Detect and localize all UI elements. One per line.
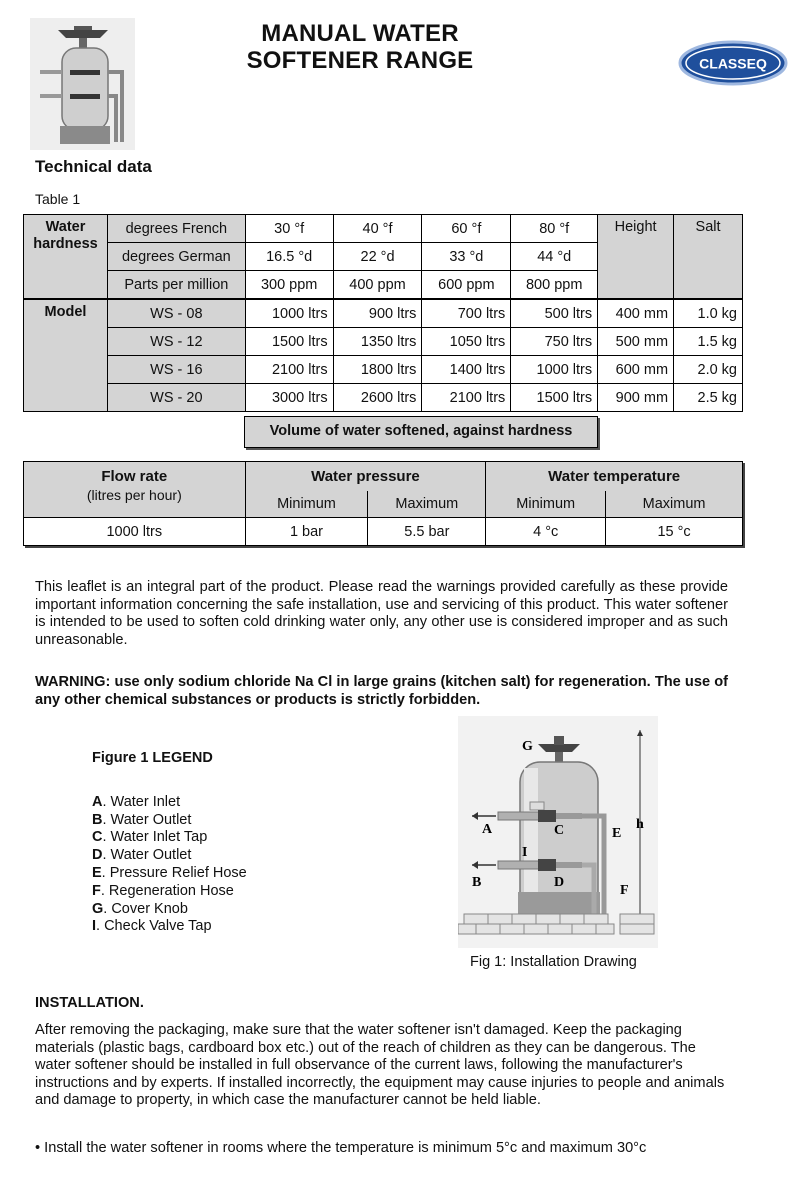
legend-key: A — [92, 793, 103, 810]
installation-bullet: • Install the water softener in rooms where the temperature is minimum 5°c and maximum 30°c — [35, 1140, 647, 1156]
pressure-max-value: 5.5 bar — [368, 518, 486, 546]
volume-cell: 3000 ltrs — [245, 384, 333, 412]
flow-rate-unit: (litres per hour) — [86, 487, 182, 503]
legend-item — [92, 883, 247, 901]
water-hardness-label: Water hardness — [24, 215, 108, 300]
height-cell: 900 mm — [598, 384, 674, 412]
fig-label-i: I — [522, 845, 528, 860]
height-cell: 500 mm — [598, 328, 674, 356]
volume-cell: 1500 ltrs — [245, 328, 333, 356]
volume-cell: 2600 ltrs — [333, 384, 422, 412]
legend-text: . Water Inlet Tap — [102, 829, 208, 846]
hardness-value: 44 °d — [511, 243, 598, 271]
fig-label-c: C — [554, 823, 565, 838]
temperature-maximum-header: Maximum — [606, 491, 743, 518]
fig-label-g: G — [522, 739, 533, 754]
volume-cell: 700 ltrs — [422, 299, 511, 328]
hardness-value: 16.5 °d — [245, 243, 333, 271]
technical-data-table — [23, 214, 743, 412]
hardness-value: 40 °f — [333, 215, 422, 243]
legend-item — [92, 829, 247, 847]
hardness-value: 80 °f — [511, 215, 598, 243]
legend-key: E — [92, 864, 102, 881]
height-header: Height — [598, 215, 674, 300]
volume-caption: Volume of water softened, against hardness — [244, 416, 598, 448]
warning-paragraph: WARNING: use only sodium chloride Na Cl in large grains (kitchen salt) for regeneration. The use of any other chemical substances or products is strictly forbidden. — [35, 674, 728, 708]
installation-paragraph: After removing the packaging, make sure that the water softener isn't damaged. Keep the packaging materials (plastic bags, cardboard box etc.) out of the reach of children as they can be dangerous. The water softener should be installed in full observance of the current laws, following the manufacturer's instructions and by experts. If installed incorrectly, the equipment may cause injuries to people and animals and damage to property, in which case the manufacturer cannot be held liable. — [35, 1022, 725, 1109]
volume-cell: 1000 ltrs — [245, 299, 333, 328]
volume-cell: 900 ltrs — [333, 299, 422, 328]
flow-value: 1000 ltrs — [24, 518, 246, 546]
flow-rate-header — [24, 462, 246, 518]
volume-cell: 1350 ltrs — [333, 328, 422, 356]
product-thumbnail — [30, 18, 135, 150]
height-cell: 400 mm — [598, 299, 674, 328]
pressure-maximum-header: Maximum — [368, 491, 486, 518]
hardness-value: 22 °d — [333, 243, 422, 271]
volume-cell: 1000 ltrs — [511, 356, 598, 384]
water-temperature-header: Water temperature — [486, 462, 743, 491]
fig-label-a: A — [482, 822, 493, 837]
height-cell: 600 mm — [598, 356, 674, 384]
figure-caption: Fig 1: Installation Drawing — [470, 954, 637, 970]
volume-cell: 1400 ltrs — [422, 356, 511, 384]
hardness-value: 33 °d — [422, 243, 511, 271]
hardness-value: 30 °f — [245, 215, 333, 243]
hardness-value: 400 ppm — [333, 271, 422, 300]
table-1-label: Table 1 — [35, 191, 81, 207]
fig-label-d: D — [554, 875, 565, 890]
model-name: WS - 16 — [107, 356, 245, 384]
legend-item — [92, 847, 247, 865]
volume-cell: 1050 ltrs — [422, 328, 511, 356]
legend-text: . Water Inlet — [102, 793, 181, 810]
salt-cell: 1.5 kg — [674, 328, 743, 356]
pressure-minimum-header: Minimum — [245, 491, 368, 518]
flow-rate-label: Flow rate — [101, 468, 168, 485]
hardness-value: 800 ppm — [511, 271, 598, 300]
technical-data-heading: Technical data — [35, 157, 152, 176]
legend-text: . Check Valve Tap — [96, 918, 212, 935]
model-name: WS - 12 — [107, 328, 245, 356]
salt-cell: 1.0 kg — [674, 299, 743, 328]
volume-cell: 500 ltrs — [511, 299, 598, 328]
legend-key: F — [92, 882, 101, 899]
volume-cell: 2100 ltrs — [422, 384, 511, 412]
legend-key: B — [92, 811, 103, 828]
volume-cell: 1500 ltrs — [511, 384, 598, 412]
temperature-minimum-header: Minimum — [486, 491, 606, 518]
classeq-logo — [678, 40, 788, 86]
hardness-value: 300 ppm — [245, 271, 333, 300]
figure-legend — [92, 750, 247, 936]
legend-text: . Water Outlet — [102, 847, 192, 864]
fig-label-e: E — [612, 826, 622, 841]
legend-item — [92, 901, 247, 919]
hardness-value: 60 °f — [422, 215, 511, 243]
legend-key: I — [92, 918, 97, 935]
unit-label: Parts per million — [107, 271, 245, 300]
fig-label-h: h — [636, 817, 644, 832]
legend-key: D — [92, 847, 103, 864]
volume-cell: 750 ltrs — [511, 328, 598, 356]
title-line-1: MANUAL WATER — [261, 20, 459, 47]
salt-cell: 2.0 kg — [674, 356, 743, 384]
fig-label-f: F — [620, 883, 629, 898]
fig-label-b: B — [472, 875, 482, 890]
legend-item — [92, 812, 247, 830]
salt-header: Salt — [674, 215, 743, 300]
intro-paragraph: This leaflet is an integral part of the product. Please read the warnings provided carefully as these provide important information concerning the safe installation, use and servicing of this product. This water softener is intended to be used to soften cold drinking water only, any other use is considered improper and as such unreasonable. — [35, 579, 728, 648]
legend-text: . Water Outlet — [102, 811, 192, 828]
legend-item — [92, 918, 247, 936]
volume-cell: 2100 ltrs — [245, 356, 333, 384]
legend-item — [92, 794, 247, 812]
hardness-value: 600 ppm — [422, 271, 511, 300]
logo-text: CLASSEQ — [699, 55, 767, 72]
salt-cell: 2.5 kg — [674, 384, 743, 412]
legend-text: . Pressure Relief Hose — [101, 864, 247, 881]
legend-key: C — [92, 829, 103, 846]
volume-cell: 1800 ltrs — [333, 356, 422, 384]
page-title — [215, 20, 505, 74]
temp-max-value: 15 °c — [606, 518, 743, 546]
title-line-2: SOFTENER RANGE — [246, 47, 474, 74]
legend-key: G — [92, 900, 104, 917]
legend-title: Figure 1 LEGEND — [92, 750, 213, 766]
temp-min-value: 4 °c — [486, 518, 606, 546]
unit-label: degrees German — [107, 243, 245, 271]
model-name: WS - 20 — [107, 384, 245, 412]
legend-text: . Regeneration Hose — [100, 882, 234, 899]
operating-conditions-table — [23, 461, 743, 546]
legend-text: . Cover Knob — [103, 900, 188, 917]
unit-label: degrees French — [107, 215, 245, 243]
installation-drawing — [458, 716, 658, 948]
legend-item — [92, 865, 247, 883]
model-label: Model — [24, 299, 108, 412]
water-pressure-header: Water pressure — [245, 462, 486, 491]
model-name: WS - 08 — [107, 299, 245, 328]
pressure-min-value: 1 bar — [245, 518, 368, 546]
installation-heading: INSTALLATION. — [35, 995, 144, 1011]
